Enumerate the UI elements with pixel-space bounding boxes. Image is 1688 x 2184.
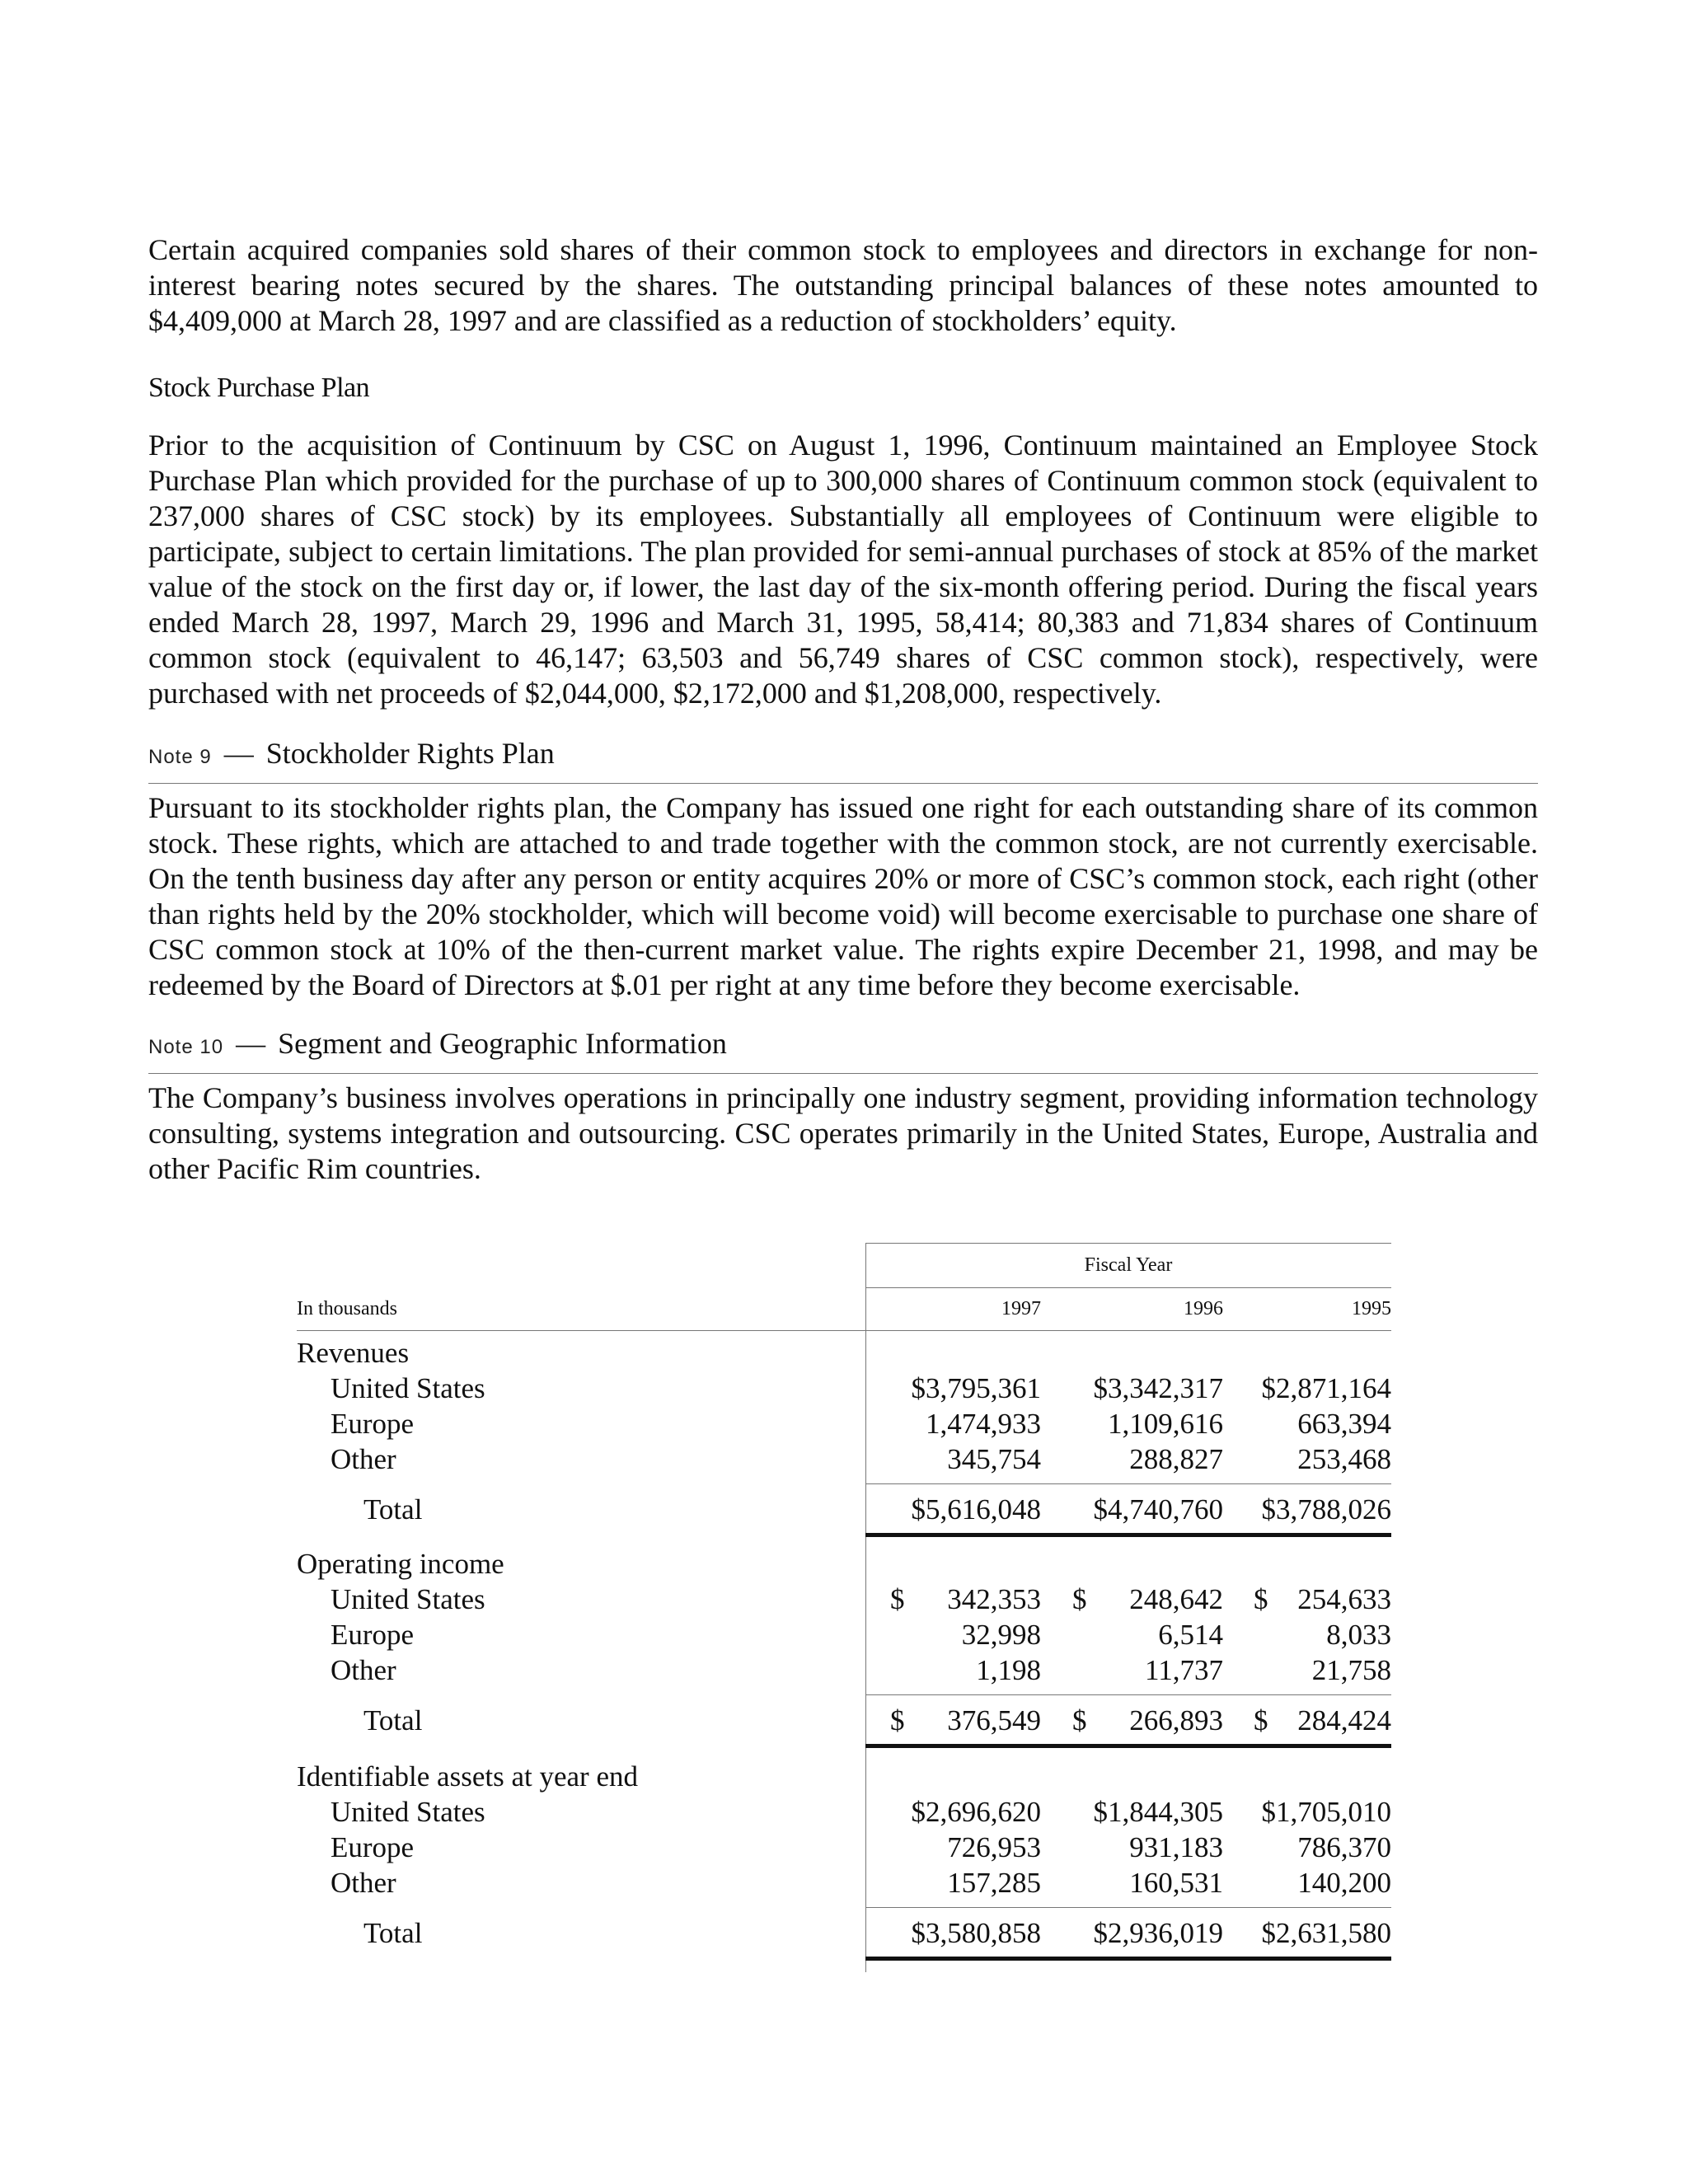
table-row — [148, 1406, 1391, 1441]
units-label: In thousands — [297, 1298, 397, 1319]
total-1997: $5,616,048 — [911, 1493, 1041, 1526]
row-label: Other — [331, 1867, 396, 1899]
total-label: Total — [363, 1917, 423, 1949]
dollar-sign: $ — [1254, 1704, 1268, 1736]
dollar-sign: $ — [890, 1583, 905, 1615]
document-body — [148, 232, 1538, 1187]
stock-purchase-plan-body: Prior to the acquisition of Continuum by CSC on August 1, 1996, Continuum maintained an Employee Stock Purchase Plan which provided for the purchase of up to 300,000 shares of Continuum common stock (equivalent to 237,000 shares of CSC stock) by its employees. Substantially all employees of Continuum were eligible to participate, subject to certain limitations. The plan provided for semi-annual purchases of stock at 85% of the market value of the stock on the first day or, if lower, the last day of the six-month offering period. During the fiscal years ended March 28, 1997, March 29, 1996 and March 31, 1995, 58,414; 80,383 and 71,834 shares of Continuum common stock (equivalent to 46,147; 63,503 and 56,749 shares of CSC common stock), respectively, were purchased with net proceeds of $2,044,000, $2,172,000 and $1,208,000, respectively. — [148, 429, 1538, 710]
identifiable-assets-section — [148, 1759, 1391, 1949]
cell-1996: 160,531 — [1129, 1867, 1223, 1899]
cell-1997: 726,953 — [947, 1831, 1041, 1863]
cell-1996: $1,844,305 — [1093, 1796, 1223, 1828]
year-1995-header: 1995 — [1352, 1298, 1391, 1319]
total-double-rule — [865, 1533, 1391, 1537]
cell-1997: 1,474,933 — [926, 1408, 1041, 1440]
cell-1996: 11,737 — [1145, 1654, 1223, 1686]
note-10-heading — [148, 1026, 1538, 1074]
total-1995: $2,631,580 — [1261, 1917, 1391, 1949]
cell-1997: 157,285 — [947, 1867, 1041, 1899]
note-9-heading — [148, 736, 1538, 784]
year-1997-header: 1997 — [1001, 1298, 1041, 1319]
row-label: Europe — [331, 1619, 415, 1651]
cell-1996: 931,183 — [1129, 1831, 1223, 1863]
cell-1995: 8,033 — [1326, 1619, 1391, 1651]
note-9-dash: — — [223, 737, 254, 770]
section-title: Revenues — [297, 1337, 410, 1369]
total-1995: $3,788,026 — [1261, 1493, 1391, 1526]
note-10-title: Segment and Geographic Information — [278, 1027, 727, 1060]
section-title-row — [148, 1546, 1391, 1582]
dollar-sign: $ — [1254, 1583, 1268, 1615]
note-10-body: The Company’s business involves operations in principally one industry segment, providing information technology consulting, systems integration and outsourcing. CSC operates primarily in the United States, Europe, Australia and other Pacific Rim countries. — [148, 1081, 1538, 1185]
cell-1995: $1,705,010 — [1261, 1796, 1391, 1828]
total-1997: $3,580,858 — [911, 1917, 1041, 1949]
header-rule — [297, 1330, 1391, 1331]
table-row — [148, 1617, 1391, 1652]
cell-1995: 663,394 — [1297, 1408, 1391, 1440]
note-9-title: Stockholder Rights Plan — [265, 737, 555, 770]
intro-paragraph: Certain acquired companies sold shares of their common stock to employees and directors in exchange for non-interest bearing notes secured by the shares. The outstanding principal balances of these notes amounted to $4,409,000 at March 28, 1997 and are classified as a reduction of stockholders’ equity. — [148, 233, 1538, 337]
row-label: United States — [331, 1372, 485, 1404]
stock-purchase-plan-heading: Stock Purchase Plan — [148, 373, 370, 403]
row-label: Europe — [331, 1831, 415, 1863]
subtotal-rule — [865, 1694, 1391, 1695]
total-label: Total — [363, 1493, 423, 1526]
total-1997: 376,549 — [947, 1704, 1041, 1736]
subtotal-rule — [865, 1907, 1391, 1908]
cell-1995: 254,633 — [1297, 1583, 1391, 1615]
cell-1995: 253,468 — [1297, 1443, 1391, 1475]
total-label: Total — [363, 1704, 423, 1736]
cell-1995: 140,200 — [1297, 1867, 1391, 1899]
row-label: United States — [331, 1583, 485, 1615]
note-9-number: Note 9 — [148, 746, 212, 768]
revenues-section — [148, 1335, 1391, 1526]
subtotal-rule — [865, 1483, 1391, 1484]
row-label: Other — [331, 1443, 396, 1475]
section-title-row — [148, 1759, 1391, 1794]
table-row — [148, 1441, 1391, 1477]
total-1995: 284,424 — [1297, 1704, 1391, 1736]
total-1996: $2,936,019 — [1093, 1917, 1223, 1949]
column-header-row — [148, 1287, 1391, 1330]
table-row — [148, 1865, 1391, 1900]
dollar-sign: $ — [1072, 1583, 1087, 1615]
total-double-rule — [865, 1744, 1391, 1748]
total-row — [148, 1492, 1391, 1527]
cell-1996: 1,109,616 — [1108, 1408, 1223, 1440]
cell-1997: $3,795,361 — [911, 1372, 1041, 1404]
cell-1996: $3,342,317 — [1093, 1372, 1223, 1404]
cell-1997: 345,754 — [947, 1443, 1041, 1475]
table-row — [148, 1652, 1391, 1688]
dollar-sign: $ — [890, 1704, 905, 1736]
table-row — [148, 1371, 1391, 1406]
table-row — [148, 1794, 1391, 1830]
note-10-number: Note 10 — [148, 1036, 224, 1058]
fiscal-year-header — [865, 1243, 1391, 1288]
cell-1996: 288,827 — [1129, 1443, 1223, 1475]
total-double-rule — [865, 1957, 1391, 1961]
note-9-body: Pursuant to its stockholder rights plan, the Company has issued one right for each outstanding share of its common stock. These rights, which are attached to and trade together with the common stock, are not currently exercisable. On the tenth business day after any person or entity acquires 20% or more of CSC’s common stock, each right (other than rights held by the 20% stockholder, which will become void) will become exercisable to purchase one share of CSC common stock at 10% of the then-current market value. The rights expire December 21, 1998, and may be redeemed by the Board of Directors at $.01 per right at any time before they become exercisable. — [148, 791, 1538, 1001]
fiscal-year-label: Fiscal Year — [1084, 1254, 1173, 1276]
cell-1997: 32,998 — [961, 1619, 1041, 1651]
cell-1995: 21,758 — [1311, 1654, 1391, 1686]
cell-1995: 786,370 — [1297, 1831, 1391, 1863]
cell-1996: 248,642 — [1129, 1583, 1223, 1615]
row-label: Other — [331, 1654, 396, 1686]
row-label: Europe — [331, 1408, 415, 1440]
total-1996: $4,740,760 — [1093, 1493, 1223, 1526]
row-label: United States — [331, 1796, 485, 1828]
dollar-sign: $ — [1072, 1704, 1087, 1736]
total-1996: 266,893 — [1129, 1704, 1223, 1736]
cell-1995: $2,871,164 — [1261, 1372, 1391, 1404]
note-10-dash: — — [236, 1027, 266, 1060]
cell-1997: 342,353 — [947, 1583, 1041, 1615]
year-1996-header: 1996 — [1184, 1298, 1223, 1319]
section-title: Identifiable assets at year end — [297, 1760, 638, 1793]
section-title: Operating income — [297, 1548, 504, 1580]
cell-1996: 6,514 — [1158, 1619, 1223, 1651]
section-title-row — [148, 1335, 1391, 1371]
operating-income-section — [148, 1546, 1391, 1736]
table-row — [148, 1830, 1391, 1865]
total-row — [148, 1703, 1391, 1738]
cell-1997: 1,198 — [976, 1654, 1041, 1686]
cell-1997: $2,696,620 — [911, 1796, 1041, 1828]
total-row — [148, 1915, 1391, 1951]
table-row — [148, 1582, 1391, 1617]
